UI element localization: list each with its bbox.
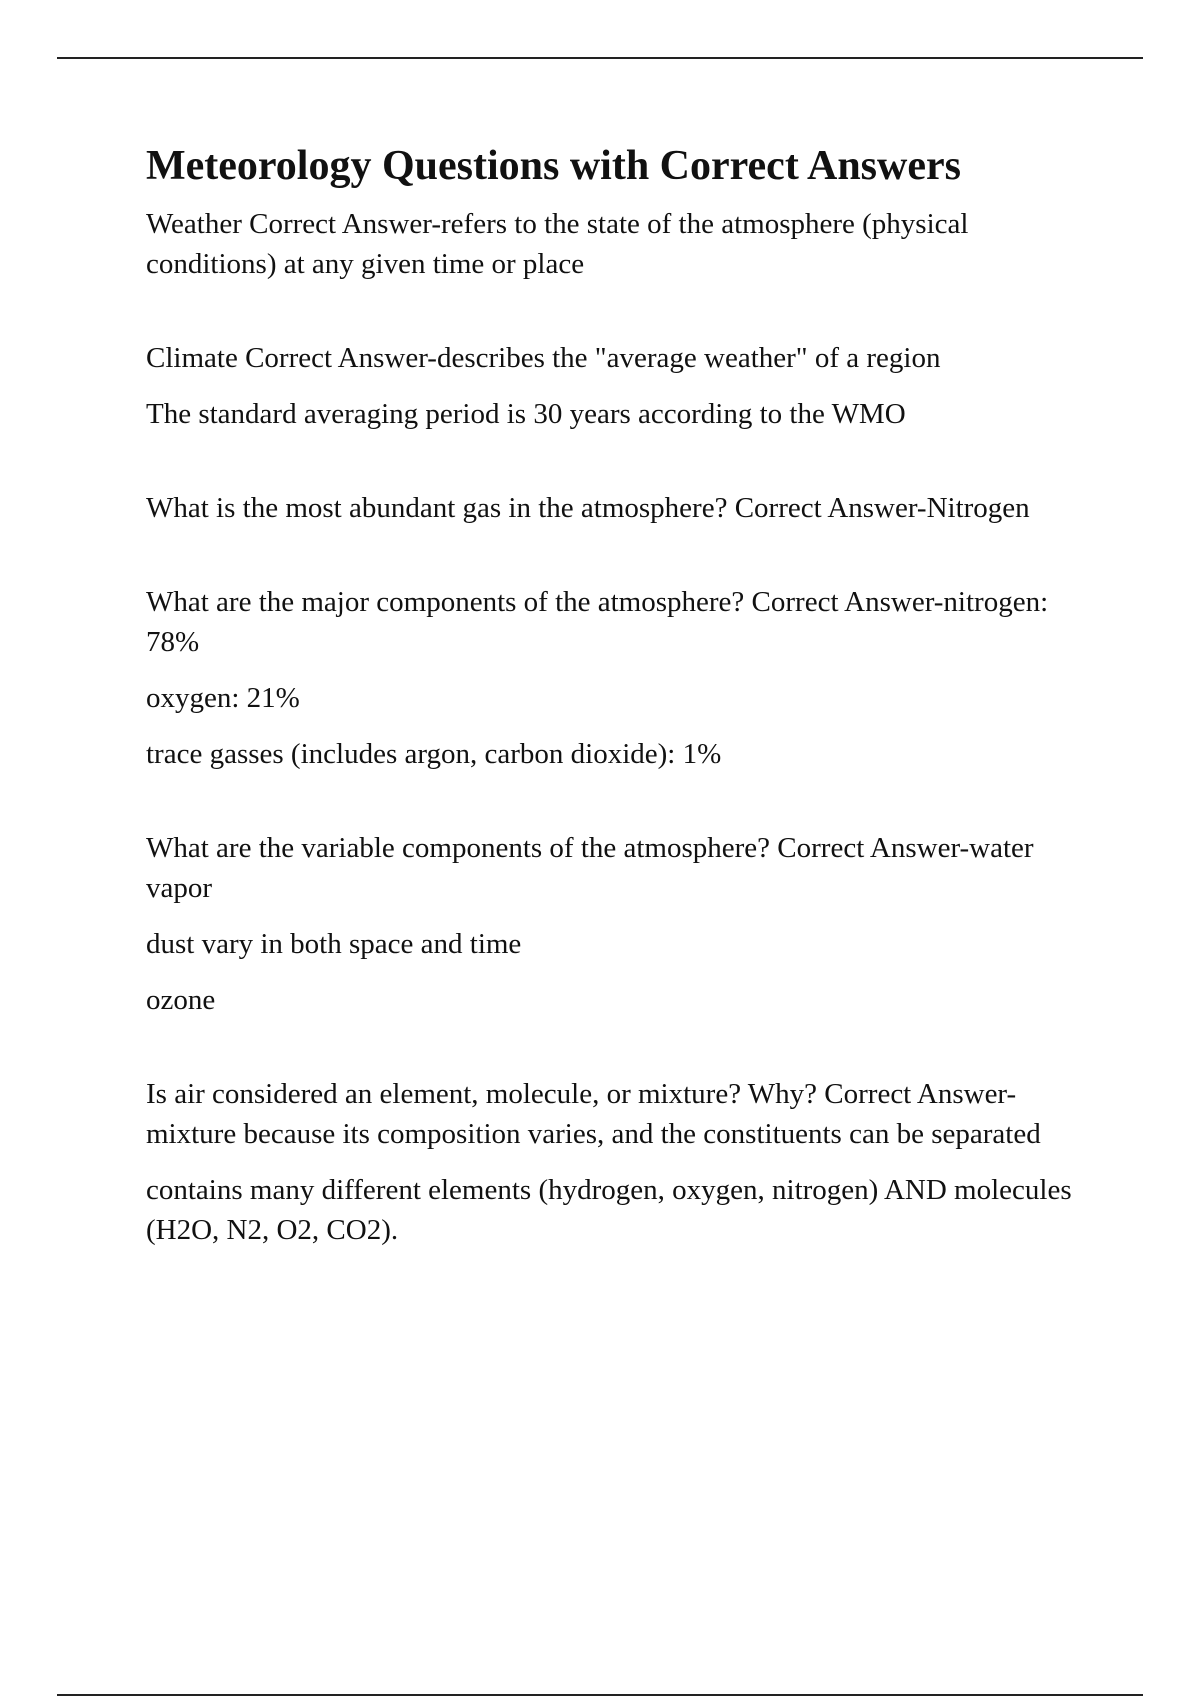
qa-line: What is the most abundant gas in the atmosphere? Correct Answer-Nitrogen xyxy=(146,492,1030,524)
qa-line: The standard averaging period is 30 years according to the WMO xyxy=(146,398,906,430)
page-title: Meteorology Questions with Correct Answers xyxy=(146,143,961,189)
qa-entry-abundant-gas xyxy=(146,488,1096,528)
qa-line: Climate Correct Answer-describes the "average weather" of a region xyxy=(146,342,941,374)
bottom-rule xyxy=(57,1694,1143,1696)
qa-line: What are the variable components of the atmosphere? Correct Answer-water vapor xyxy=(146,832,1034,904)
qa-entry-air-mixture xyxy=(146,1074,1096,1250)
qa-entry-major-components xyxy=(146,582,1096,774)
top-rule xyxy=(57,57,1143,59)
qa-entry-weather xyxy=(146,204,1096,284)
qa-line: contains many different elements (hydrogen, oxygen, nitrogen) AND molecules (H2O, N2, O2, CO2). xyxy=(146,1174,1072,1246)
qa-line: ozone xyxy=(146,984,216,1016)
qa-line: oxygen: 21% xyxy=(146,682,300,714)
qa-line: trace gasses (includes argon, carbon dioxide): 1% xyxy=(146,738,722,770)
qa-line: dust vary in both space and time xyxy=(146,928,522,960)
qa-line: Weather Correct Answer-refers to the state of the atmosphere (physical conditions) at any given time or place xyxy=(146,208,969,280)
qa-entry-variable-components xyxy=(146,828,1096,1020)
qa-entry-climate xyxy=(146,338,1096,434)
qa-line: What are the major components of the atmosphere? Correct Answer-nitrogen: 78% xyxy=(146,586,1049,658)
qa-line: Is air considered an element, molecule, or mixture? Why? Correct Answer-mixture because its composition varies, and the constituents can be separated xyxy=(146,1078,1041,1150)
document-body xyxy=(146,140,1096,1266)
